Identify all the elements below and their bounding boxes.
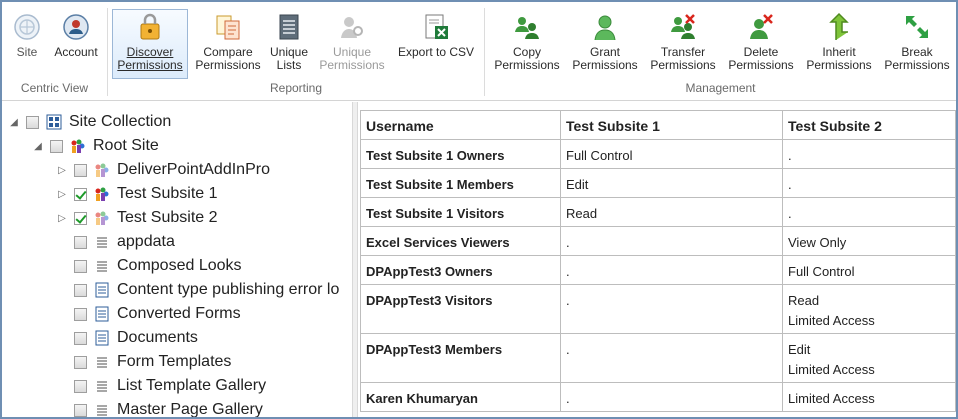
permission-cell <box>783 285 956 334</box>
table-row[interactable] <box>361 334 956 383</box>
tree-node-label: Master Page Gallery <box>117 401 263 418</box>
permission-cell: . <box>561 285 783 334</box>
unique-permissions-label-2: Permissions <box>319 58 385 72</box>
permission-cell: Limited Access <box>783 383 956 412</box>
copy-permissions-button[interactable] <box>489 10 565 78</box>
copy-permissions-icon <box>510 10 544 44</box>
permission-cell: . <box>561 227 783 256</box>
username-cell: DPAppTest3 Members <box>361 334 561 383</box>
username-cell: DPAppTest3 Visitors <box>361 285 561 334</box>
permission-cell: Full Control <box>561 140 783 169</box>
subsite-icon <box>94 210 110 226</box>
tree-node-test-subsite-1[interactable] <box>56 183 218 205</box>
transfer-permissions-button[interactable] <box>645 10 721 78</box>
site-button-label: Site <box>16 45 38 59</box>
tree-node-master-page-gallery[interactable] <box>74 399 263 419</box>
collapse-arrow-icon[interactable]: ◢ <box>34 140 42 152</box>
tree-checkbox[interactable] <box>74 236 87 249</box>
export-csv-icon <box>419 10 453 44</box>
site-icon <box>10 10 44 44</box>
permission-cell: Read <box>561 198 783 227</box>
site-button[interactable] <box>10 10 44 78</box>
ribbon-group-label: Centric View <box>20 81 89 95</box>
pane-splitter[interactable] <box>352 102 358 419</box>
permission-cell: Edit <box>561 169 783 198</box>
tree-node-label: Test Subsite 1 <box>117 185 218 202</box>
copy-permissions-label-1: Copy <box>512 45 541 59</box>
site-icon <box>70 138 86 154</box>
discover-permissions-button[interactable] <box>112 9 188 79</box>
delete-permissions-button[interactable] <box>723 10 799 78</box>
column-header-test-subsite-2[interactable]: Test Subsite 2 <box>783 111 956 140</box>
tree-node-label: Documents <box>117 329 198 346</box>
tree-checkbox[interactable] <box>74 380 87 393</box>
permission-cell <box>783 334 956 383</box>
subsite-icon <box>94 162 110 178</box>
tree-node-deliverpoint-addin[interactable] <box>56 159 270 181</box>
grid-header-row <box>361 111 956 140</box>
tree-checkbox[interactable] <box>50 140 63 153</box>
permission-level: Edit <box>788 342 811 357</box>
grant-permissions-icon <box>588 10 622 44</box>
export-to-csv-label: Export to CSV <box>397 45 475 59</box>
list-icon <box>94 234 110 250</box>
tree-node-root-site[interactable] <box>32 135 159 157</box>
inherit-permissions-label-2: Permissions <box>806 58 872 72</box>
export-to-csv-button[interactable] <box>392 10 480 78</box>
account-icon <box>59 10 93 44</box>
ribbon-group-reporting <box>108 2 484 99</box>
permission-level: Limited Access <box>788 362 875 377</box>
tree-checkbox[interactable] <box>74 260 87 273</box>
tree-node-label: DeliverPointAddInPro <box>117 161 270 178</box>
discover-permissions-label-2: Permissions <box>117 58 183 72</box>
tree-node-label: Root Site <box>93 137 159 154</box>
username-cell: Karen Khumaryan <box>361 383 561 412</box>
list-icon <box>94 258 110 274</box>
table-row[interactable] <box>361 383 956 412</box>
tree-checkbox[interactable] <box>26 116 39 129</box>
permission-cell: . <box>783 140 956 169</box>
break-permissions-button[interactable] <box>879 10 955 78</box>
permission-cell: . <box>783 198 956 227</box>
tree-node-composed-looks[interactable] <box>74 255 242 277</box>
permission-level: Read <box>788 293 820 308</box>
account-button[interactable] <box>50 10 102 78</box>
permissions-grid <box>360 110 956 412</box>
tree-node-site-collection[interactable] <box>8 111 171 133</box>
table-row[interactable] <box>361 285 956 334</box>
tree-checkbox[interactable] <box>74 308 87 321</box>
unique-permissions-button[interactable] <box>314 10 390 78</box>
ribbon-group-centric-view <box>2 2 107 99</box>
unique-permissions-label-1: Unique <box>332 45 372 59</box>
tree-node-list-template-gallery[interactable] <box>74 375 266 397</box>
tree-node-label: Site Collection <box>69 113 172 130</box>
inherit-permissions-button[interactable] <box>801 10 877 78</box>
grant-permissions-label-2: Permissions <box>572 58 638 72</box>
tree-checkbox[interactable] <box>74 356 87 369</box>
delete-permissions-label-1: Delete <box>743 45 779 59</box>
transfer-permissions-label-2: Permissions <box>650 58 716 72</box>
unique-lists-icon <box>272 10 306 44</box>
unique-lists-button[interactable] <box>266 10 312 78</box>
username-cell: Excel Services Viewers <box>361 227 561 256</box>
tree-node-label: Test Subsite 2 <box>117 209 218 226</box>
list-icon <box>94 402 110 418</box>
document-list-icon <box>94 282 110 298</box>
list-icon <box>94 354 110 370</box>
unique-lists-label-1: Unique <box>269 45 309 59</box>
username-cell: DPAppTest3 Owners <box>361 256 561 285</box>
column-header-test-subsite-1[interactable]: Test Subsite 1 <box>561 111 783 140</box>
expand-arrow-icon[interactable]: ▷ <box>58 188 66 200</box>
permission-cell: . <box>561 334 783 383</box>
discover-permissions-icon <box>133 10 167 44</box>
permission-cell: . <box>783 169 956 198</box>
grant-permissions-label-1: Grant <box>589 45 620 59</box>
permission-cell: View Only <box>783 227 956 256</box>
document-list-icon <box>94 306 110 322</box>
tree-node-appdata[interactable] <box>74 231 175 253</box>
tree-checkbox-checked[interactable] <box>74 188 87 201</box>
delete-permissions-label-2: Permissions <box>728 58 794 72</box>
unique-lists-label-2: Lists <box>276 58 302 72</box>
account-button-label: Account <box>54 45 98 59</box>
site-collection-icon <box>46 114 62 130</box>
inherit-permissions-icon <box>822 10 856 44</box>
break-permissions-icon <box>900 10 934 44</box>
site-tree <box>2 102 352 419</box>
tree-node-form-templates[interactable] <box>74 351 231 373</box>
tree-node-converted-forms[interactable] <box>74 303 241 325</box>
compare-permissions-icon <box>211 10 245 44</box>
username-cell: Test Subsite 1 Owners <box>361 140 561 169</box>
permission-cell: Full Control <box>783 256 956 285</box>
table-row[interactable] <box>361 140 956 169</box>
permission-level: Limited Access <box>788 313 875 328</box>
compare-permissions-label-1: Compare <box>203 45 253 59</box>
list-icon <box>94 378 110 394</box>
delete-permissions-icon <box>744 10 778 44</box>
transfer-permissions-label-1: Transfer <box>660 45 706 59</box>
tree-checkbox[interactable] <box>74 164 87 177</box>
tree-node-label: Content type publishing error lo <box>117 281 340 298</box>
compare-permissions-label-2: Permissions <box>195 58 261 72</box>
inherit-permissions-label-1: Inherit <box>822 45 856 59</box>
tree-node-label: List Template Gallery <box>117 377 267 394</box>
tree-checkbox[interactable] <box>74 404 87 417</box>
break-permissions-label-1: Break <box>901 45 933 59</box>
tree-node-label: appdata <box>117 233 175 250</box>
tree-checkbox[interactable] <box>74 284 87 297</box>
copy-permissions-label-2: Permissions <box>494 58 560 72</box>
ribbon <box>2 2 956 101</box>
username-cell: Test Subsite 1 Members <box>361 169 561 198</box>
collapse-arrow-icon[interactable]: ◢ <box>10 116 18 128</box>
transfer-permissions-icon <box>666 10 700 44</box>
tree-checkbox[interactable] <box>74 332 87 345</box>
permission-cell: . <box>561 383 783 412</box>
column-header-username[interactable]: Username <box>361 111 561 140</box>
ribbon-group-label: Reporting <box>269 81 323 95</box>
tree-node-label: Composed Looks <box>117 257 242 274</box>
tree-checkbox-checked[interactable] <box>74 212 87 225</box>
ribbon-group-management <box>485 2 956 99</box>
tree-node-test-subsite-2[interactable] <box>56 207 218 229</box>
table-row[interactable] <box>361 198 956 227</box>
tree-node-label: Converted Forms <box>117 305 241 322</box>
expand-arrow-icon[interactable]: ▷ <box>58 212 66 224</box>
username-cell: Test Subsite 1 Visitors <box>361 198 561 227</box>
discover-permissions-label-1: Discover <box>126 45 174 59</box>
table-row[interactable] <box>361 227 956 256</box>
tree-node-label: Form Templates <box>117 353 232 370</box>
permission-cell: . <box>561 256 783 285</box>
tree-node-documents[interactable] <box>74 327 198 349</box>
table-row[interactable] <box>361 169 956 198</box>
break-permissions-label-2: Permissions <box>884 58 950 72</box>
ribbon-group-label: Management <box>685 81 756 95</box>
table-row[interactable] <box>361 256 956 285</box>
expand-arrow-icon[interactable]: ▷ <box>58 164 66 176</box>
tree-node-content-type-publishing-error-log[interactable] <box>74 279 339 301</box>
unique-permissions-icon <box>335 10 369 44</box>
grant-permissions-button[interactable] <box>567 10 643 78</box>
compare-permissions-button[interactable] <box>190 10 266 78</box>
subsite-icon <box>94 186 110 202</box>
document-list-icon <box>94 330 110 346</box>
